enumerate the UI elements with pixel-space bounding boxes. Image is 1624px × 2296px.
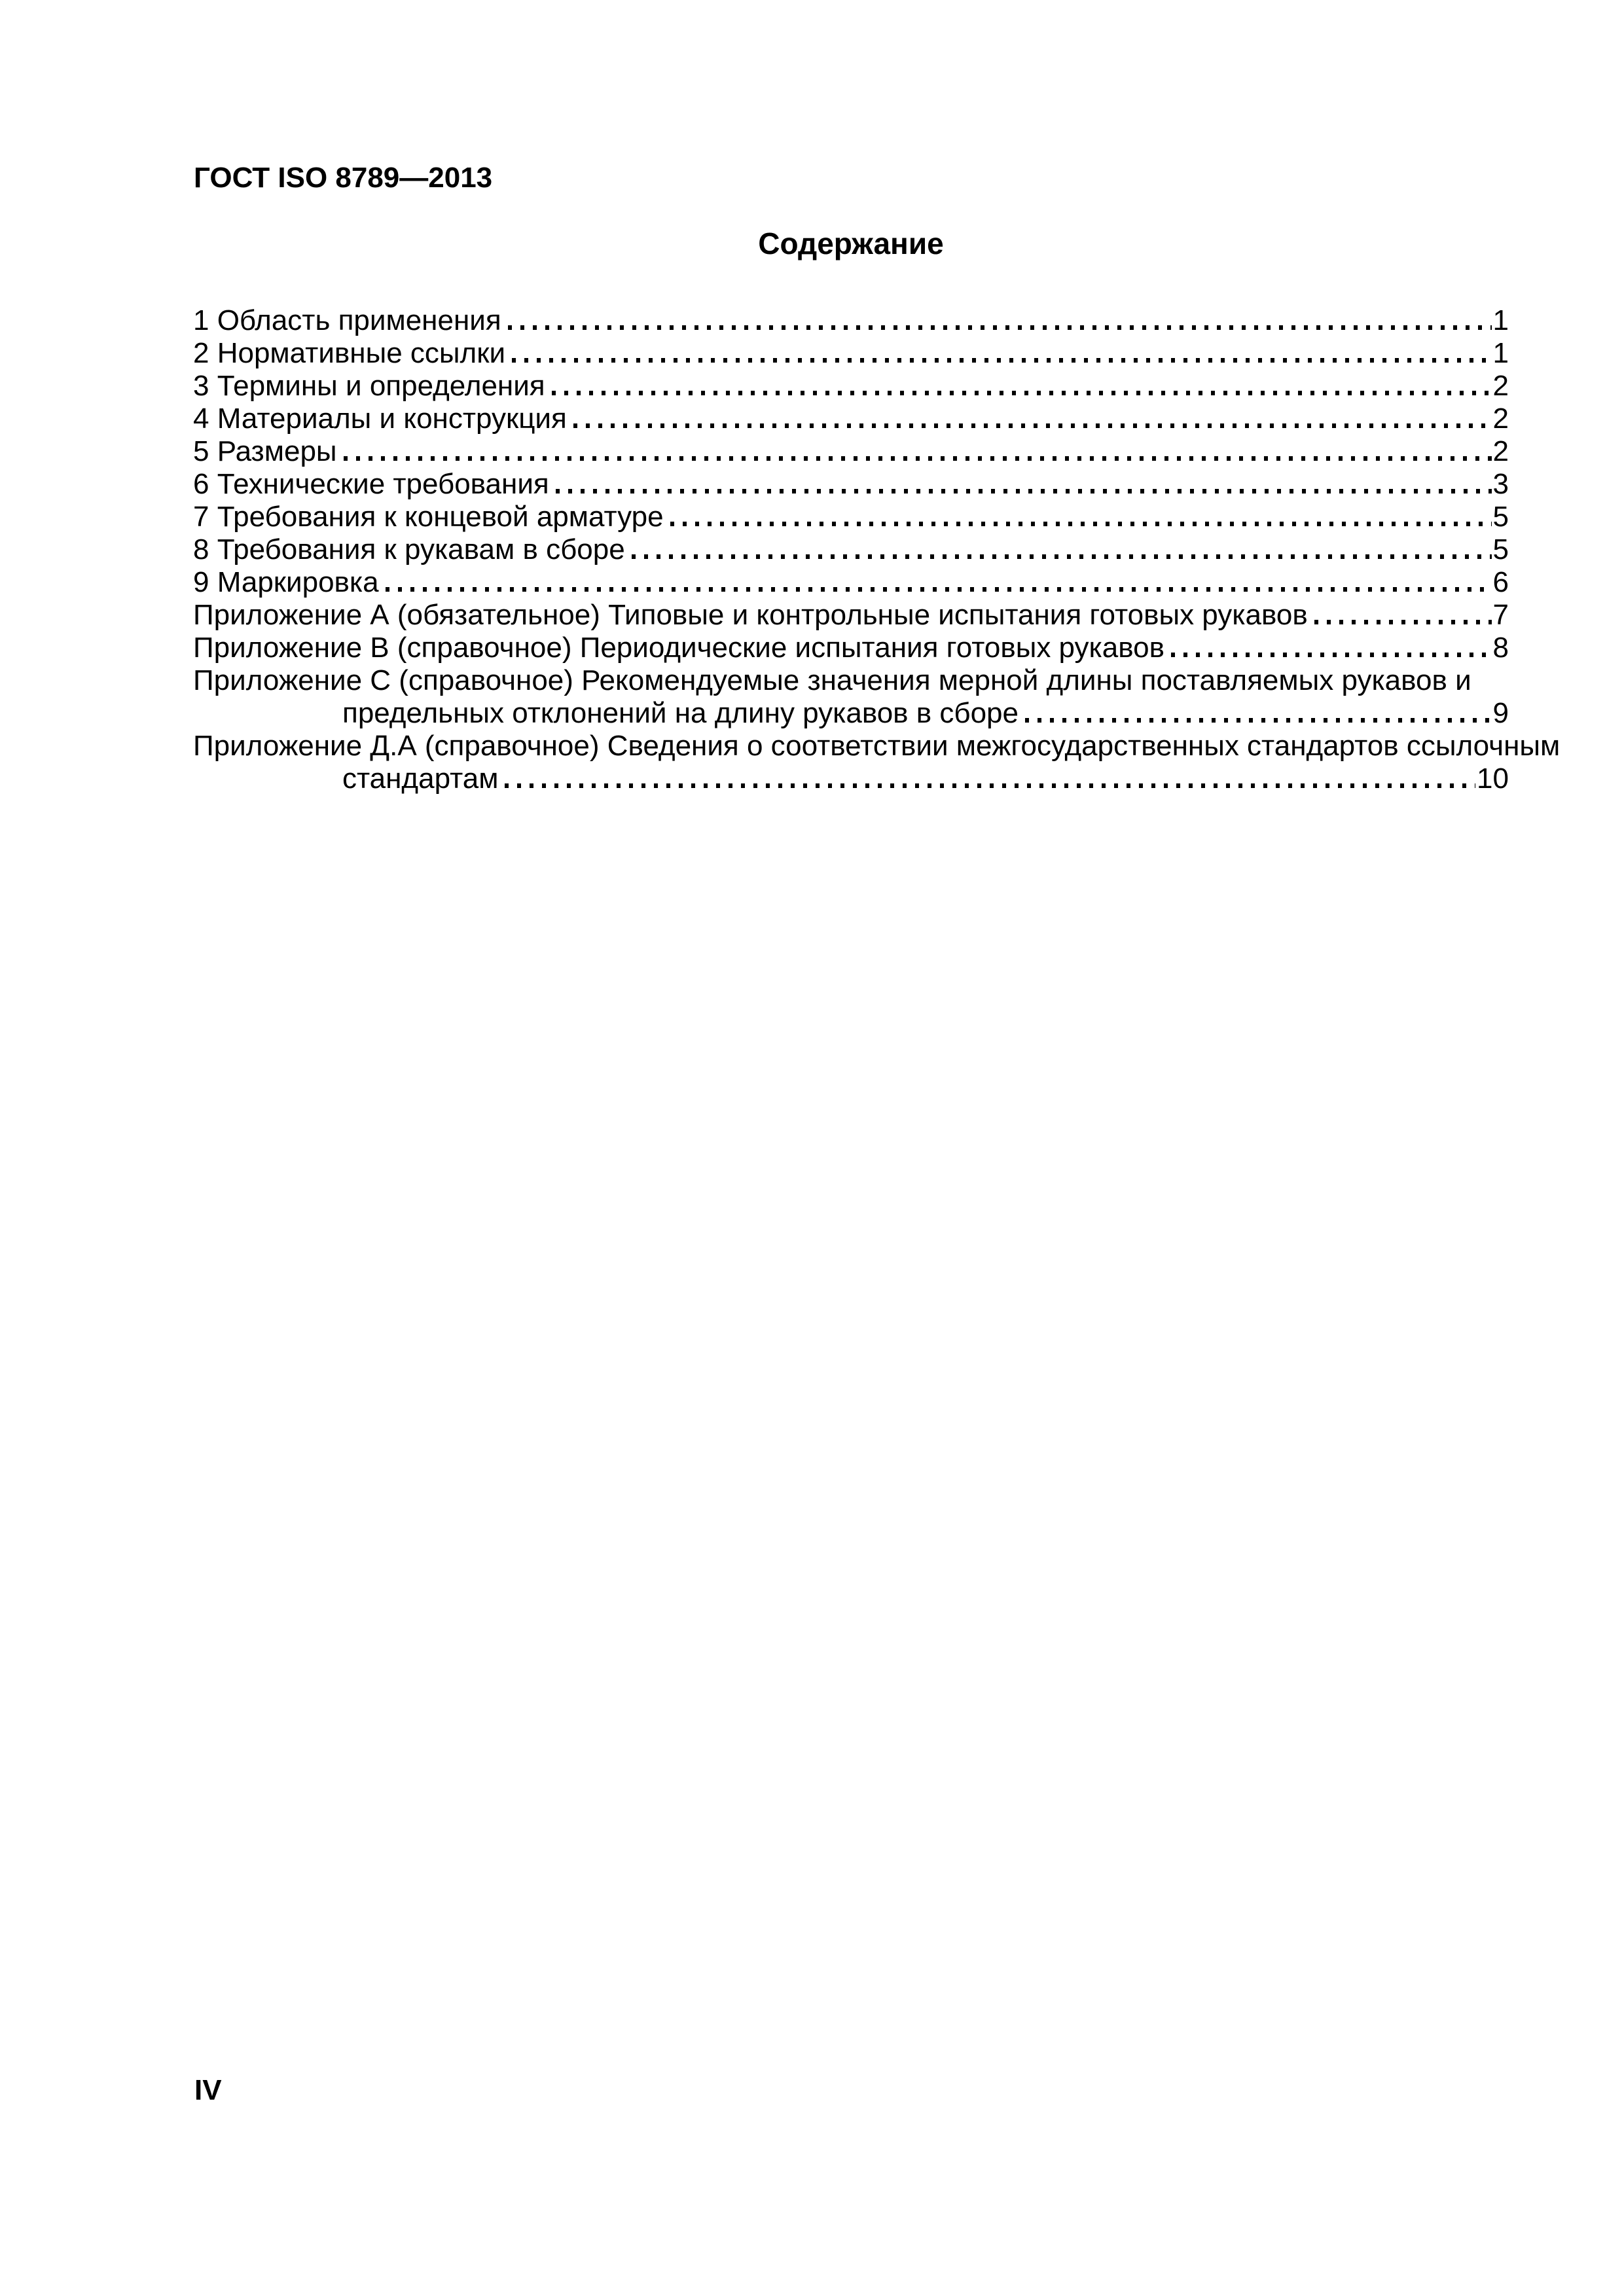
toc-entry [193,762,1509,795]
toc-entry [193,664,1509,697]
toc-page-number: 2 [1492,435,1509,467]
toc-entry-text: Приложение С (справочное) Рекомендуемые значения мерной длины поставляемых рукавов и [193,664,1471,696]
dot-leader [1025,718,1492,723]
toc-entry-text: Приложение В (справочное) Периодические испытания готовых рукавов [193,632,1164,664]
toc-entry [193,566,1509,599]
toc-page-number: 2 [1492,370,1509,402]
toc-page-number: 7 [1492,599,1509,631]
toc-page-number: 2 [1492,403,1509,435]
toc-entry-text: Приложение А (обязательное) Типовые и контрольные испытания готовых рукавов [193,599,1308,631]
dot-leader [1171,653,1492,657]
dot-leader [344,456,1492,461]
dot-leader [632,554,1492,559]
dot-leader [556,489,1492,493]
toc-page-number: 5 [1492,533,1509,565]
toc-entry [193,730,1561,762]
toc-entry-text: 5 Размеры [193,435,337,467]
toc-entry [193,435,1509,468]
footer-page-number: IV [194,2074,222,2106]
toc-entry-text: 4 Материалы и конструкция [193,403,567,435]
toc-entry [193,337,1509,370]
dot-leader [552,391,1492,395]
toc-entry [193,370,1509,403]
toc-entry [193,304,1509,337]
toc-page-number: 10 [1477,762,1509,795]
document-header: ГОСТ ISO 8789—2013 [194,162,493,194]
toc-page-number: 9 [1492,697,1509,729]
dot-leader [386,587,1492,592]
toc-entry-text: 2 Нормативные ссылки [193,337,506,369]
toc-entry [193,632,1509,664]
page-title: Содержание [758,226,944,260]
toc-entry-text: 9 Маркировка [193,566,379,598]
toc-entry-text: 8 Требования к рукавам в сборе [193,533,625,565]
dot-leader [512,358,1491,363]
toc-page-number: 5 [1492,501,1509,533]
toc-entry-text: стандартам [342,762,499,795]
dot-leader [670,522,1492,526]
toc-page-number: 1 [1492,304,1509,336]
toc-entry-text: предельных отклонений на длину рукавов в сборе [342,697,1019,729]
toc-page-number: 3 [1492,468,1509,500]
toc-list [193,304,1561,795]
toc-entry-text: 6 Технические требования [193,468,549,500]
toc-page-number: 8 [1492,632,1509,664]
toc-entry [193,403,1509,435]
toc-page-number: 6 [1492,566,1509,598]
toc-entry [193,599,1509,632]
toc-entry [193,468,1509,501]
toc-entry-text: 7 Требования к концевой арматуре [193,501,664,533]
toc-entry [193,697,1509,730]
dot-leader [1314,620,1492,624]
dot-leader [573,423,1492,428]
toc-page-number: 1 [1492,337,1509,369]
toc-entry [193,533,1509,566]
toc-entry-text: Приложение Д.А (справочное) Сведения о соответствии межгосударственных стандартов ссылочным [193,730,1561,762]
dot-leader [508,325,1492,330]
dot-leader [505,783,1475,788]
toc-entry [193,501,1509,533]
toc-entry-text: 1 Область применения [193,304,501,336]
toc-entry-text: 3 Термины и определения [193,370,545,402]
